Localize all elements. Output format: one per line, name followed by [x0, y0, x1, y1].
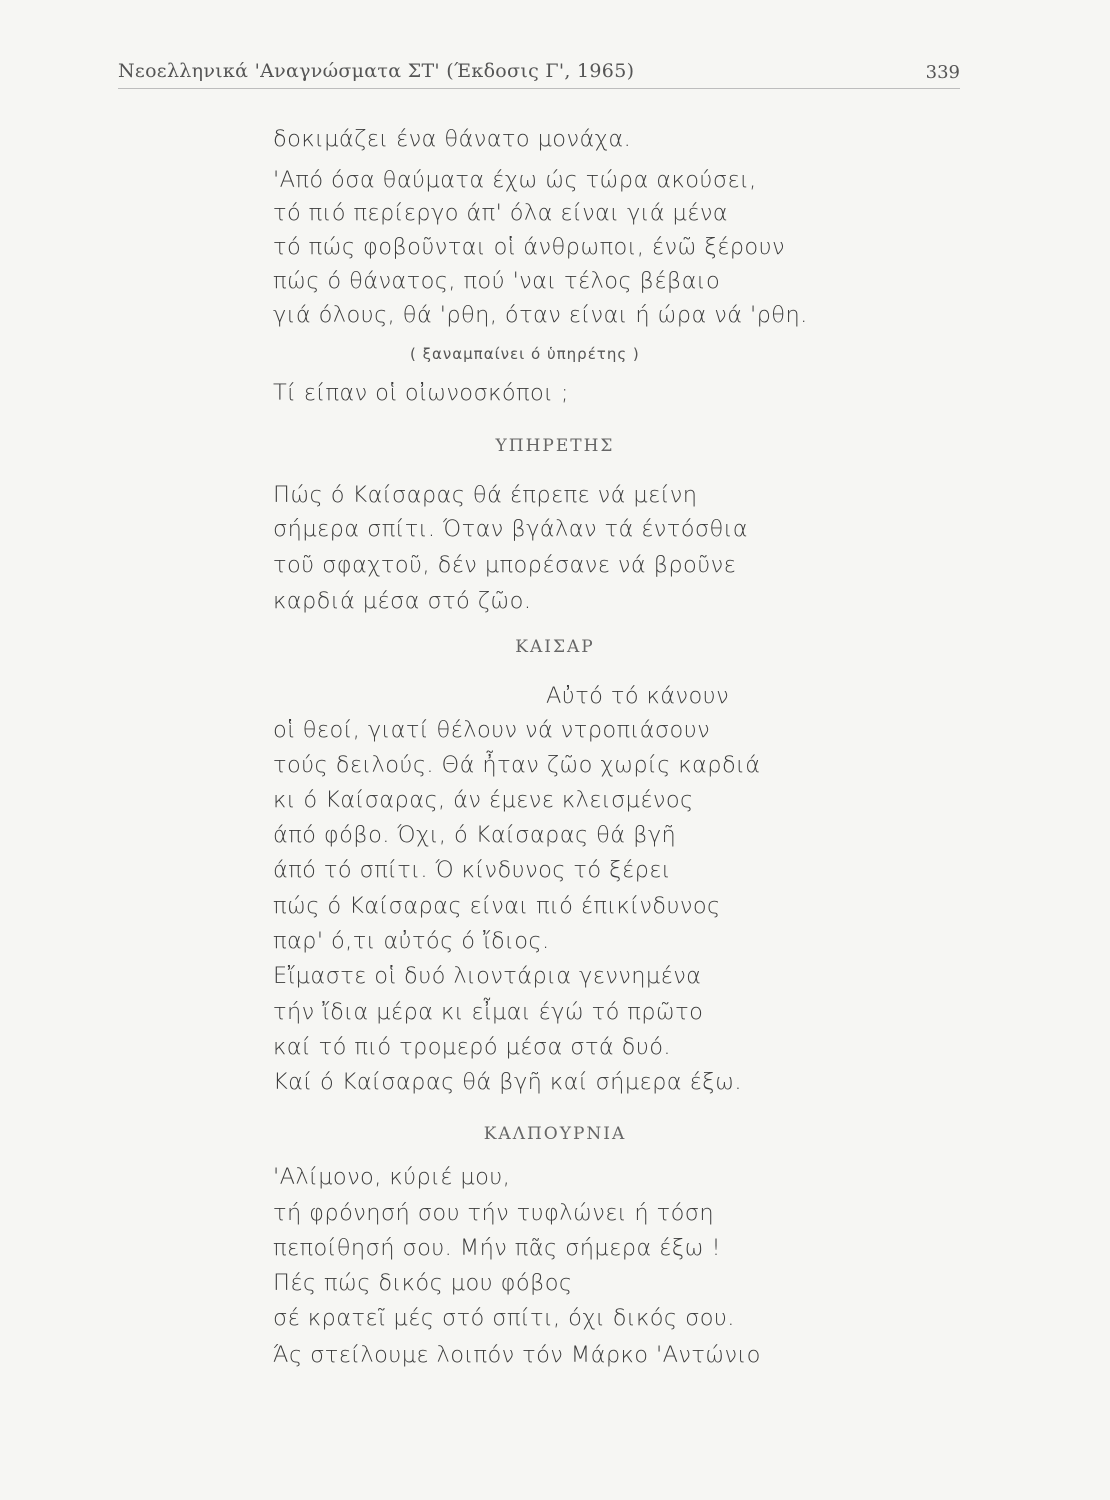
text-line: οἱ θεοί, γιατί θέλουν νά ντροπιάσουν	[273, 717, 711, 743]
speaker-name: ΚΑΙΣΑΡ	[515, 637, 595, 657]
text-line: πώς ό θάνατος, πού 'ναι τέλος βέβαιο	[273, 268, 721, 294]
text-line: δοκιμάζει ένα θάνατο μονάχα.	[273, 126, 632, 152]
text-line: τοῦ σφαχτοῦ, δέν μπορέσανε νά βροῦνε	[273, 552, 737, 578]
text-line: πεποίθησή σου. Μήν πᾶς σήμερα έξω !	[273, 1235, 721, 1261]
text-line: τό πώς φοβοῦνται οἱ άνθρωποι, ένῶ ξέρουν	[273, 234, 785, 260]
text-line: Άς στείλουμε λοιπόν τόν Μάρκο 'Αντώνιο	[273, 1342, 761, 1368]
text-line: τούς δειλούς. Θά ἦταν ζῶο χωρίς καρδιά	[273, 752, 761, 778]
text-line: 'Από όσα θαύματα έχω ώς τώρα ακούσει,	[273, 167, 757, 193]
text-line: γιά όλους, θά 'ρθη, όταν είναι ή ώρα νά 'ρθη.	[273, 302, 808, 328]
text-line: τή φρόνησή σου τήν τυφλώνει ή τόση	[273, 1200, 715, 1226]
text-line: τήν ἴδια μέρα κι εἶμαι έγώ τό πρῶτο	[273, 999, 704, 1025]
text-line: καί τό πιό τρομερό μέσα στά δυό.	[273, 1034, 671, 1060]
text-line: τό πιό περίεργο άπ' όλα είναι γιά μένα	[273, 200, 729, 226]
text-line: Εἴμαστε οἱ δυό λιοντάρια γεννημένα	[273, 963, 702, 989]
text-line: κι ό Καίσαρας, άν έμενε κλεισμένος	[273, 787, 694, 813]
text-line: άπό τό σπίτι. Ό κίνδυνος τό ξέρει	[273, 857, 671, 883]
text-line: Πώς ό Καίσαρας θά έπρεπε νά μείνη	[273, 482, 698, 508]
stage-direction: ( ξαναμπαίνει ό ὑπηρέτης )	[410, 345, 640, 363]
speaker-name: ΚΑΛΠΟΥΡΝΙΑ	[483, 1124, 627, 1144]
speaker-name: ΥΠΗΡΕΤΗΣ	[495, 436, 615, 456]
text-line: καρδιά μέσα στό ζῶο.	[273, 588, 532, 614]
text-line: σέ κρατεῖ μές στό σπίτι, όχι δικός σου.	[273, 1305, 735, 1331]
text-line: παρ' ό,τι αὐτός ό ἴδιος.	[273, 928, 550, 954]
text-line: άπό φόβο. Όχι, ό Καίσαρας θά βγῆ	[273, 822, 677, 848]
text-line: σήμερα σπίτι. Όταν βγάλαν τά έντόσθια	[273, 516, 749, 542]
page-number: 339	[925, 62, 960, 83]
running-head: Νεοελληνικά 'Αναγνώσματα ΣΤ' (Έκδοσις Γ', 1965)	[118, 60, 635, 82]
text-line: Πές πώς δικός μου φόβος	[273, 1270, 573, 1296]
text-line: Τί είπαν οἱ οἰωνοσκόποι ;	[273, 380, 569, 406]
text-line: Καί ό Καίσαρας θά βγῆ καί σήμερα έξω.	[273, 1069, 742, 1095]
text-line: Αὐτό τό κάνουν	[546, 683, 730, 709]
text-line: 'Αλίμονο, κύριέ μου,	[273, 1164, 511, 1190]
text-line: πώς ό Καίσαρας είναι πιό έπικίνδυνος	[273, 893, 721, 919]
page-header	[118, 54, 960, 89]
